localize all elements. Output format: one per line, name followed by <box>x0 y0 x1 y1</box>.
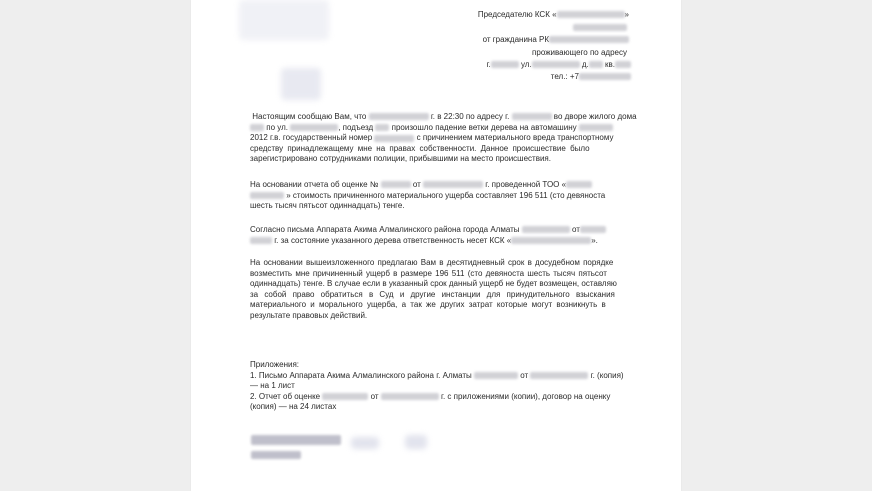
header-house-label: д. <box>581 60 589 69</box>
attachment-2-text: г. с приложениями (копии), договор на оценку <box>441 391 611 401</box>
header-line-4 <box>532 48 627 58</box>
attachments-list <box>250 360 630 413</box>
redacted-signature-extra <box>351 437 379 449</box>
p4-text: одиннадцать) тенге. В случае если в указанный срок данный ущерб не будет возмещен, оставляю <box>250 279 617 289</box>
redacted-mark <box>281 68 321 100</box>
p1-text: Настоящим сообщаю Вам, что <box>252 112 367 121</box>
p1-text: во дворе жилого дома <box>553 112 637 121</box>
p4-text: материального и морального ущерба, а так же других затрат которые могут возникнуть в <box>250 300 606 310</box>
p1-text: зарегистрировано сотрудниками полиции, прибывшими на место происшествия. <box>250 154 551 164</box>
p2-text: г. проведенной ТОО « <box>485 180 567 189</box>
header-street-label: ул. <box>520 60 532 69</box>
p3-text: Согласно письма Аппарата Акима Алмалинского района города Алматы <box>250 225 520 234</box>
p1-text: средству принадлежащему мне на правах собственности. Данное происшествие было <box>250 143 590 153</box>
p3-text: ». <box>591 235 598 245</box>
document-page <box>191 0 681 491</box>
header-phone-label: тел.: +7 <box>550 72 579 81</box>
attachment-2-text: от <box>370 391 379 401</box>
p2-text: » стоимость причиненного материального ущерба составляет 196 511 (сто девяноста <box>286 190 606 200</box>
paragraph-akimat-letter <box>250 225 624 246</box>
header-apt-label: кв. <box>605 60 615 69</box>
attachment-2-text: 2. Отчет об оценке <box>250 391 321 401</box>
p1-text: 2012 г.в. государственный номер <box>250 133 373 143</box>
p3-text: от <box>572 225 580 234</box>
header-recipient-label: Председателю КСК « <box>477 10 557 19</box>
header-quote-close: » <box>624 10 629 19</box>
p1-text: г. в 22:30 по адресу г. <box>430 112 510 121</box>
attachment-1-text: от <box>520 370 529 380</box>
paragraph-valuation <box>250 180 624 212</box>
p4-text: результате правовых действий. <box>250 310 368 320</box>
p4-text: На основании вышеизложенного предлагаю Вам в десятидневный срок в досудебном порядке <box>250 258 614 267</box>
header-address-label: проживающего по адресу <box>532 48 627 57</box>
paragraph-incident <box>250 112 637 165</box>
attachment-1-pages: — на 1 лист <box>250 381 295 391</box>
redacted-signature-extra-2 <box>405 435 427 449</box>
redacted-stamp <box>239 0 329 40</box>
attachment-1-text: г. (копия) <box>590 370 624 380</box>
header-line-1 <box>478 10 629 20</box>
header-line-3 <box>483 35 629 45</box>
p1-text: произошло падение ветки дерева на автомашину <box>391 122 577 132</box>
p2-text: На основании отчета об оценке № <box>250 180 379 189</box>
header-line-2 <box>573 23 627 33</box>
attachment-1-text: 1. Письмо Аппарата Акима Алмалинского района г. Алматы <box>250 370 472 380</box>
p4-text: за собой право обратиться в Суд и другие инстанции для принудительного взыскания <box>250 289 615 299</box>
header-city-label: г. <box>486 60 491 69</box>
attachments-title: Приложения: <box>250 360 300 369</box>
header-from-label: от гражданина РК <box>482 35 549 44</box>
p1-text: по ул. <box>266 122 288 132</box>
redacted-signature <box>251 435 341 459</box>
header-line-5 <box>487 60 631 70</box>
paragraph-demand <box>250 258 624 322</box>
p1-text: с причинением материального вреда транспортному <box>416 133 614 143</box>
p1-text: , подъезд <box>338 122 374 132</box>
p2-text: шесть тысяч пятьсот одиннадцать) тенге. <box>250 201 405 211</box>
p2-text: от <box>412 180 421 189</box>
header-line-6 <box>551 72 631 82</box>
p3-text: г. за состояние указанного дерева ответственность несет КСК « <box>274 235 512 245</box>
attachment-2-pages: (копия) — на 24 листах <box>250 402 337 412</box>
p4-text: возместить мне причиненный ущерб в размере 196 511 (сто девяноста шесть тысяч пятьсот <box>250 268 607 278</box>
